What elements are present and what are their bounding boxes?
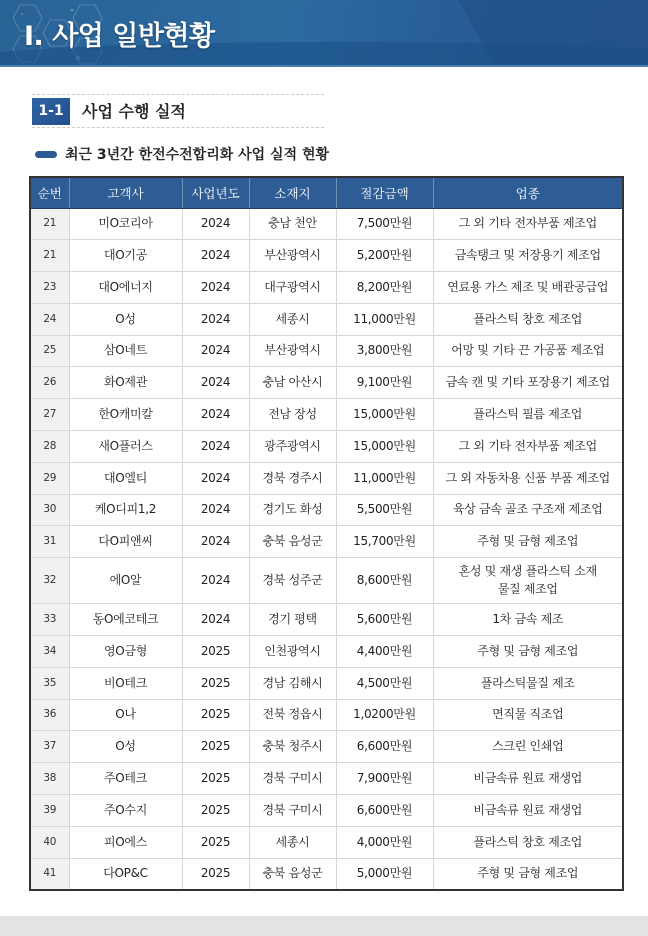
table-row <box>30 303 623 335</box>
cell-location: 부산광역시 <box>249 240 336 272</box>
cell-savings: 7,900만원 <box>336 763 433 795</box>
cell-location: 경기 평택 <box>249 604 336 636</box>
table-row <box>30 558 623 604</box>
cell-industry: 그 외 기타 전자부품 제조업 <box>433 208 623 240</box>
cell-industry: 금속 캔 및 기타 포장용기 제조업 <box>433 367 623 399</box>
page-title: I. 사업 일반현황 <box>24 21 215 52</box>
table-row <box>30 335 623 367</box>
cell-no: 28 <box>30 431 69 463</box>
cell-year: 2024 <box>182 272 249 304</box>
cell-savings: 7,500만원 <box>336 208 433 240</box>
cell-year: 2024 <box>182 367 249 399</box>
cell-year: 2024 <box>182 526 249 558</box>
cell-no: 23 <box>30 272 69 304</box>
cell-no: 24 <box>30 303 69 335</box>
cell-savings: 6,600만원 <box>336 795 433 827</box>
cell-industry: 면직물 직조업 <box>433 699 623 731</box>
cell-year: 2024 <box>182 494 249 526</box>
column-header-client: 고객사 <box>69 177 182 208</box>
cell-client: O성 <box>69 731 182 763</box>
cell-industry: 그 외 기타 전자부품 제조업 <box>433 431 623 463</box>
cell-year: 2024 <box>182 431 249 463</box>
cell-no: 21 <box>30 208 69 240</box>
cell-year: 2024 <box>182 604 249 636</box>
cell-no: 39 <box>30 795 69 827</box>
table-row <box>30 208 623 240</box>
table-row <box>30 731 623 763</box>
cell-industry: 주형 및 금형 제조업 <box>433 526 623 558</box>
cell-year: 2025 <box>182 667 249 699</box>
cell-location: 대구광역시 <box>249 272 336 304</box>
cell-savings: 5,500만원 <box>336 494 433 526</box>
table-row <box>30 367 623 399</box>
cell-location: 광주광역시 <box>249 431 336 463</box>
table-row <box>30 667 623 699</box>
cell-year: 2025 <box>182 858 249 890</box>
cell-no: 36 <box>30 699 69 731</box>
cell-no: 40 <box>30 826 69 858</box>
page-banner <box>0 0 648 67</box>
cell-client: 비O테크 <box>69 667 182 699</box>
cell-savings: 5,000만원 <box>336 858 433 890</box>
cell-savings: 11,000만원 <box>336 303 433 335</box>
cell-year: 2024 <box>182 335 249 367</box>
cell-location: 경남 김해시 <box>249 667 336 699</box>
table-row <box>30 240 623 272</box>
cell-location: 인천광역시 <box>249 636 336 668</box>
table-row <box>30 699 623 731</box>
cell-year: 2024 <box>182 558 249 604</box>
column-header-no: 순번 <box>30 177 69 208</box>
cell-savings: 8,600만원 <box>336 558 433 604</box>
cell-location: 충남 천안 <box>249 208 336 240</box>
banner-bottom-line <box>0 65 648 67</box>
cell-savings: 8,200만원 <box>336 272 433 304</box>
table-row <box>30 636 623 668</box>
cell-no: 21 <box>30 240 69 272</box>
cell-savings: 15,000만원 <box>336 399 433 431</box>
section-title: 사업 수행 실적 <box>82 102 186 121</box>
table-row <box>30 826 623 858</box>
table-row <box>30 604 623 636</box>
subheading <box>35 144 329 164</box>
cell-no: 26 <box>30 367 69 399</box>
cell-client: 다OP&C <box>69 858 182 890</box>
table-row <box>30 858 623 890</box>
cell-client: 케O디피1,2 <box>69 494 182 526</box>
cell-client: 에O알 <box>69 558 182 604</box>
cell-no: 29 <box>30 462 69 494</box>
cell-client: O나 <box>69 699 182 731</box>
performance-table <box>29 176 624 891</box>
cell-industry: 스크린 인쇄업 <box>433 731 623 763</box>
cell-no: 27 <box>30 399 69 431</box>
cell-savings: 15,700만원 <box>336 526 433 558</box>
cell-location: 경북 구미시 <box>249 763 336 795</box>
cell-location: 전남 장성 <box>249 399 336 431</box>
cell-client: 대O엘티 <box>69 462 182 494</box>
footer-band <box>0 916 648 936</box>
cell-year: 2024 <box>182 240 249 272</box>
cell-industry: 혼성 및 재생 플라스틱 소재 물질 제조업 <box>433 558 623 604</box>
cell-client: 대O기공 <box>69 240 182 272</box>
section-header <box>32 94 324 128</box>
cell-location: 충북 음성군 <box>249 526 336 558</box>
cell-client: 새O플러스 <box>69 431 182 463</box>
cell-year: 2025 <box>182 795 249 827</box>
cell-year: 2025 <box>182 699 249 731</box>
cell-savings: 4,500만원 <box>336 667 433 699</box>
cell-no: 38 <box>30 763 69 795</box>
cell-location: 경북 경주시 <box>249 462 336 494</box>
cell-client: 영O금형 <box>69 636 182 668</box>
cell-no: 31 <box>30 526 69 558</box>
cell-location: 세종시 <box>249 303 336 335</box>
table-row <box>30 399 623 431</box>
table-row <box>30 526 623 558</box>
pill-bullet-icon <box>35 151 57 158</box>
table-row <box>30 272 623 304</box>
cell-year: 2025 <box>182 763 249 795</box>
column-header-year: 사업년도 <box>182 177 249 208</box>
cell-no: 34 <box>30 636 69 668</box>
cell-savings: 6,600만원 <box>336 731 433 763</box>
cell-no: 41 <box>30 858 69 890</box>
column-header-industry: 업종 <box>433 177 623 208</box>
column-header-location: 소재지 <box>249 177 336 208</box>
cell-savings: 11,000만원 <box>336 462 433 494</box>
cell-year: 2025 <box>182 636 249 668</box>
cell-industry: 플라스틱 창호 제조업 <box>433 826 623 858</box>
cell-industry: 금속탱크 및 저장용기 제조업 <box>433 240 623 272</box>
cell-industry: 그 외 자동차용 신품 부품 제조업 <box>433 462 623 494</box>
cell-savings: 5,200만원 <box>336 240 433 272</box>
cell-savings: 15,000만원 <box>336 431 433 463</box>
cell-location: 전북 정읍시 <box>249 699 336 731</box>
cell-client: 삼O네트 <box>69 335 182 367</box>
cell-client: 피O에스 <box>69 826 182 858</box>
cell-location: 충북 음성군 <box>249 858 336 890</box>
table-row <box>30 763 623 795</box>
cell-industry: 육상 금속 골조 구조재 제조업 <box>433 494 623 526</box>
cell-client: 대O에너지 <box>69 272 182 304</box>
cell-year: 2024 <box>182 208 249 240</box>
cell-savings: 5,600만원 <box>336 604 433 636</box>
subheading-text: 최근 3년간 한전수전합리화 사업 실적 현황 <box>65 147 330 163</box>
cell-savings: 1,0200만원 <box>336 699 433 731</box>
table-row <box>30 462 623 494</box>
cell-industry: 주형 및 금형 제조업 <box>477 866 579 881</box>
cell-industry: 비금속류 원료 재생업 <box>433 763 623 795</box>
table-header-row <box>30 177 623 208</box>
cell-client: O성 <box>69 303 182 335</box>
cell-location: 부산광역시 <box>249 335 336 367</box>
cell-client: 다O피앤씨 <box>69 526 182 558</box>
table-row <box>30 494 623 526</box>
cell-no: 32 <box>30 558 69 604</box>
cell-year: 2025 <box>182 731 249 763</box>
cell-industry: 플라스틱 필름 제조업 <box>433 399 623 431</box>
table-row <box>30 431 623 463</box>
cell-location: 경기도 화성 <box>249 494 336 526</box>
cell-industry: 비금속류 원료 재생업 <box>433 795 623 827</box>
cell-year: 2025 <box>182 826 249 858</box>
cell-savings: 3,800만원 <box>336 335 433 367</box>
cell-year: 2024 <box>182 399 249 431</box>
cell-client: 주O수지 <box>69 795 182 827</box>
cell-no: 35 <box>30 667 69 699</box>
cell-industry: 플라스틱물질 제조 <box>433 667 623 699</box>
cell-year: 2024 <box>182 303 249 335</box>
cell-industry: 연료용 가스 제조 및 배관공급업 <box>433 272 623 304</box>
cell-location: 세종시 <box>249 826 336 858</box>
cell-industry: 어망 및 기타 끈 가공품 제조업 <box>433 335 623 367</box>
cell-client: 미O코리아 <box>69 208 182 240</box>
section-number-badge: 1-1 <box>32 98 70 125</box>
cell-no: 30 <box>30 494 69 526</box>
cell-no: 33 <box>30 604 69 636</box>
cell-year: 2024 <box>182 462 249 494</box>
cell-savings: 4,000만원 <box>336 826 433 858</box>
cell-client: 화O제관 <box>69 367 182 399</box>
cell-no: 37 <box>30 731 69 763</box>
cell-location: 경북 구미시 <box>249 795 336 827</box>
cell-industry: 플라스틱 창호 제조업 <box>433 303 623 335</box>
cell-location: 충북 청주시 <box>249 731 336 763</box>
cell-client: 주O테크 <box>69 763 182 795</box>
cell-location: 경북 성주군 <box>249 558 336 604</box>
cell-location: 충남 아산시 <box>249 367 336 399</box>
cell-client: 동O에코테크 <box>69 604 182 636</box>
column-header-savings: 절감금액 <box>336 177 433 208</box>
cell-client: 한O캐미칼 <box>69 399 182 431</box>
cell-industry: 주형 및 금형 제조업 <box>433 636 623 668</box>
cell-savings: 4,400만원 <box>336 636 433 668</box>
table-row <box>30 795 623 827</box>
cell-no: 25 <box>30 335 69 367</box>
cell-industry: 1차 금속 제조 <box>433 604 623 636</box>
cell-savings: 9,100만원 <box>336 367 433 399</box>
